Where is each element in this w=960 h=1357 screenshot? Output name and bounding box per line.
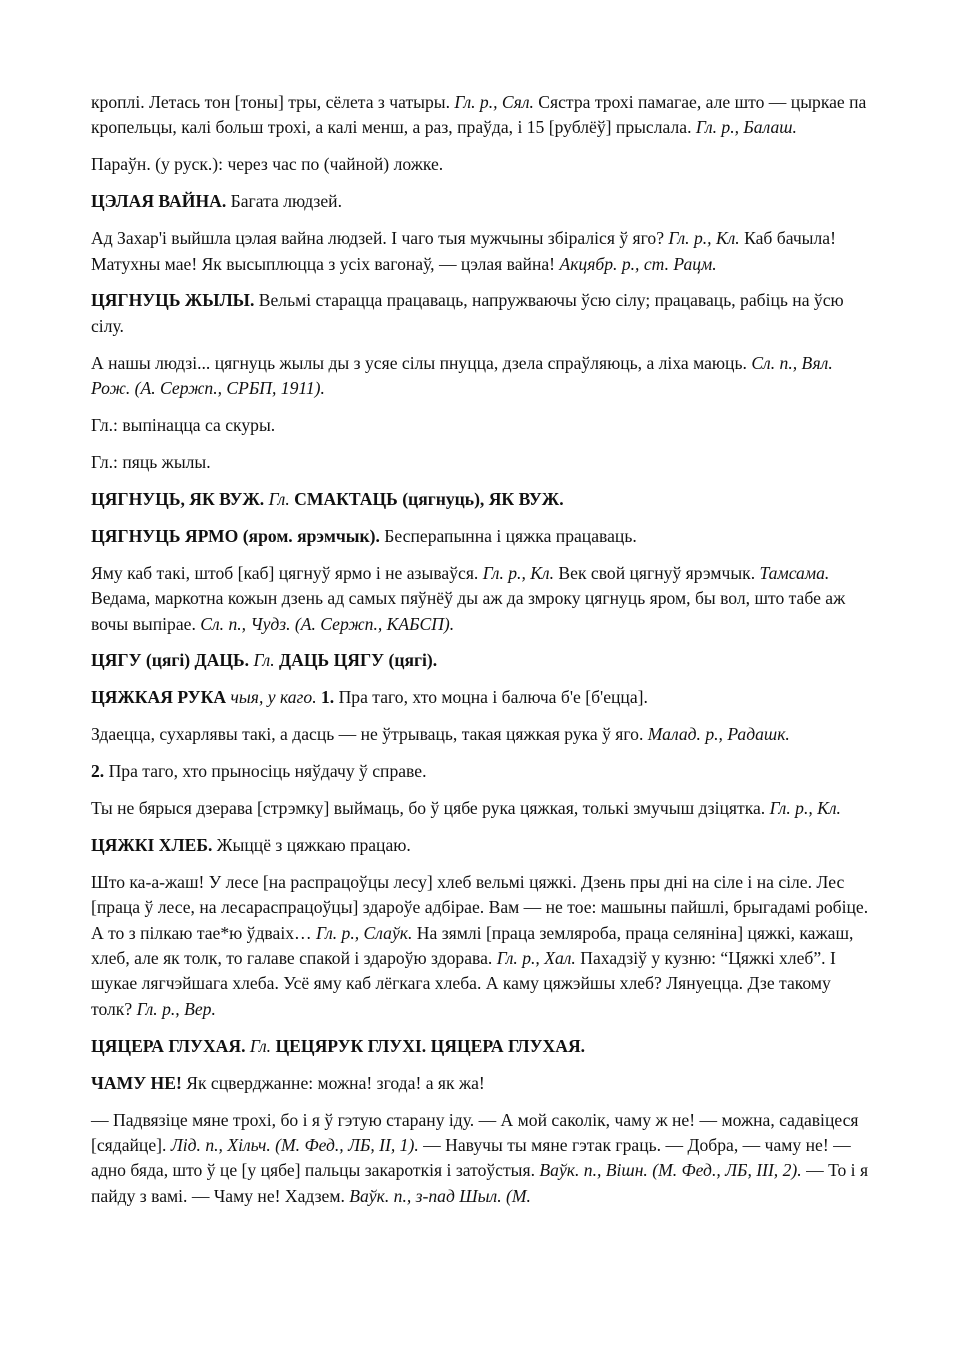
text-run: А нашы людзі... цягнуць жылы ды з усяе сілы пнуцца, дзела спраўляюць, а ліха маюць. — [91, 352, 752, 373]
source-citation: Ваўк. п., з-пад Шыл. (М. — [349, 1185, 531, 1206]
text-run: На зямлі [праца земляроба, праца селяніна] цяжкі, кажаш, хлеб, але як толк, то галаве спакой і здароўю здорава. — [91, 922, 854, 969]
paragraph — [91, 561, 870, 637]
text-run: — Навучы ты мяне гэтак граць. — Добра, — чаму не! — адно бяда, што ў це [у цябе] пальцы закароткія і затоўстыя. — [91, 1135, 851, 1181]
source-citation: Гл. — [253, 650, 275, 671]
source-citation: Тамсама. — [759, 562, 830, 583]
text-run: Яму каб такі, штоб [каб] цягнуў ярмо і не азываўся. — [91, 562, 483, 583]
source-citation: чыя, у каго. — [230, 687, 317, 708]
source-citation: Сл. п., Вял. Рож. (А. Сержп., СРБП, 1911). — [91, 352, 833, 399]
source-citation: Гл. — [268, 488, 290, 509]
text-run: Здаецца, сухарлявы такі, а дасць — не ўтрываць, такая цяжкая рука ў яго. — [91, 724, 648, 745]
source-citation: Гл. р., Кл. — [668, 228, 740, 249]
paragraph — [91, 189, 870, 214]
entry-headword: ДАЦЬ ЦЯГУ (цягі). — [279, 650, 438, 671]
entry-headword: ЦЯГНУЦЬ ЖЫЛЫ. — [91, 290, 255, 311]
paragraph — [91, 351, 870, 402]
paragraph — [91, 152, 870, 177]
entry-headword: 1. — [321, 687, 335, 708]
paragraph — [91, 288, 870, 339]
paragraph — [91, 1034, 870, 1059]
paragraph — [91, 870, 870, 1022]
paragraph — [91, 487, 870, 512]
text-run: — Падвязіце мяне трохі, бо і я ў гэтую старану іду. — А мой саколік, чаму ж не! — можна, садавіцеся [сядайце]. — [91, 1109, 859, 1155]
source-citation: Сл. п., Чудз. (А. Сержп., КАБСП). — [200, 613, 455, 634]
paragraph — [91, 833, 870, 858]
paragraph — [91, 648, 870, 673]
source-citation: Ваўк. п., Вішн. (М. Фед., ЛБ, ІІІ, 2). — [539, 1160, 802, 1181]
paragraph — [91, 796, 870, 821]
text-run: Ад Захар'і выйшла цэлая вайна людзей. І чаго тыя мужчыны збіраліся ў яго? — [91, 228, 669, 249]
text-run: Параўн. (у руск.): через час по (чайной) ложке. — [91, 154, 444, 175]
text-run: Жыццё з цяжкаю працаю. — [212, 834, 411, 855]
text-run: Што ка-а-жаш! У лесе [на распрацоўцы лесу] хлеб вельмі цяжкі. Дзень пры дні на сіле і на сіле. Лес [праца ў лесе, на лесараспрацоўцы] здароўе адбірае. Вам — не тое: машыны пайшлі, брыгадамі робіце. А то з пілкаю тае*ю ўдваіх… — [91, 871, 869, 943]
source-citation: Гл. р., Сял. — [454, 92, 534, 112]
paragraph — [91, 450, 870, 475]
text-run: Ты не бярыся дзерава [стрэмку] выймаць, бо ў цябе рука цяжкая, толькі змучыш дзіцятка. — [91, 798, 770, 819]
source-citation: Гл. — [249, 1035, 272, 1056]
text-run: Век свой цягнуў ярэмчык. — [554, 562, 760, 583]
entry-headword: ЦЯЖКАЯ РУКА — [91, 687, 227, 708]
entry-headword: ЦЯГНУЦЬ ЯРМО (яром. ярэмчык). — [91, 525, 380, 546]
text-run: Пра таго, хто моцна і балюча б'е [б'ецца]. — [334, 687, 648, 708]
paragraph — [91, 1071, 870, 1096]
text-run: Сястра трохі памагае, але што — цыркае па кропельцы, калі больш трохі, а калі менш, а раз, праўда, і 15 [рублёў] прыслала. — [91, 92, 867, 138]
source-citation: Малад. р., Радашк. — [647, 724, 790, 745]
paragraph — [91, 759, 870, 784]
text-run: Як сцверджанне: можна! згода! а як жа! — [181, 1072, 485, 1093]
entry-headword: ЦЯЦЕРА ГЛУХАЯ. — [91, 1035, 246, 1056]
entry-headword: ЦЭЛАЯ ВАЙНА. — [91, 191, 227, 212]
entry-headword: ЦЯГНУЦЬ, ЯК ВУЖ. — [91, 488, 265, 509]
text-run: кроплі. Летась тон [тоны] тры, сёлета з чатыры. — [91, 92, 455, 112]
paragraph — [91, 413, 870, 438]
paragraph — [91, 524, 870, 549]
paragraph — [91, 226, 870, 277]
source-citation: Гл. р., Слаўк. — [316, 922, 413, 943]
paragraph — [91, 90, 870, 141]
text-run: Пахадзіў у кузню: “Цяжкі хлеб”. І шукае лягчэйшага хлеба. Усё яму каб лёгкага хлеба. А каму цяжэйшы хлеб? Лянуецца. Дзе такому толк? — [91, 948, 836, 1019]
source-citation: Гл. р., Вер. — [136, 998, 216, 1019]
text-run: Багата людзей. — [226, 191, 342, 212]
text-run: Каб бачыла! Матухны мае! Як высыплюцца з усіх вагонаў, — цэлая вайна! — [91, 228, 836, 274]
text-run: Пра таго, хто прыносіць няўдачу ў справе. — [104, 761, 427, 782]
entry-headword: ЦЕЦЯРУК ГЛУХІ. ЦЯЦЕРА ГЛУХАЯ. — [275, 1035, 586, 1056]
paragraph — [91, 1108, 870, 1210]
text-run: Вельмі старацца працаваць, напружваючы ўсю сілу; працаваць, рабіць на ўсю сілу. — [91, 290, 844, 336]
entry-headword: 2. — [91, 761, 105, 782]
source-citation: Гл. р., Балаш. — [695, 117, 797, 138]
entry-headword: ЦЯГУ (цягі) ДАЦЬ. — [91, 650, 250, 671]
paragraph — [91, 685, 870, 710]
source-citation: Лід. п., Хільч. (М. Фед., ЛБ, ІІ, 1). — [170, 1135, 419, 1155]
source-citation: Акцябр. р., ст. Рацм. — [559, 253, 717, 274]
source-citation: Гл. р., Кл. — [482, 562, 555, 583]
source-citation: Гл. р., Кл. — [769, 798, 841, 819]
entry-headword: ЧАМУ НЕ! — [91, 1072, 182, 1093]
text-run: Ведама, маркотна кожын дзень ад самых пяўнёў ды аж да змроку цягнуць яром, бы вол, што табе аж вочы выпірае. — [91, 588, 846, 634]
text-run: Бесперапынна і цяжка працаваць. — [379, 525, 637, 546]
source-citation: Гл. р., Хал. — [496, 948, 576, 969]
text-run: — То і я пайду з вамі. — Чаму не! Хадзем. — [91, 1160, 869, 1206]
paragraph — [91, 722, 870, 747]
text-run: Гл.: пяць жылы. — [91, 451, 211, 472]
entry-headword: ЦЯЖКІ ХЛЕБ. — [91, 834, 213, 855]
text-run: Гл.: выпінацца са скуры. — [91, 415, 276, 436]
entry-headword: СМАКТАЦЬ (цягнуць), ЯК ВУЖ. — [294, 488, 564, 509]
